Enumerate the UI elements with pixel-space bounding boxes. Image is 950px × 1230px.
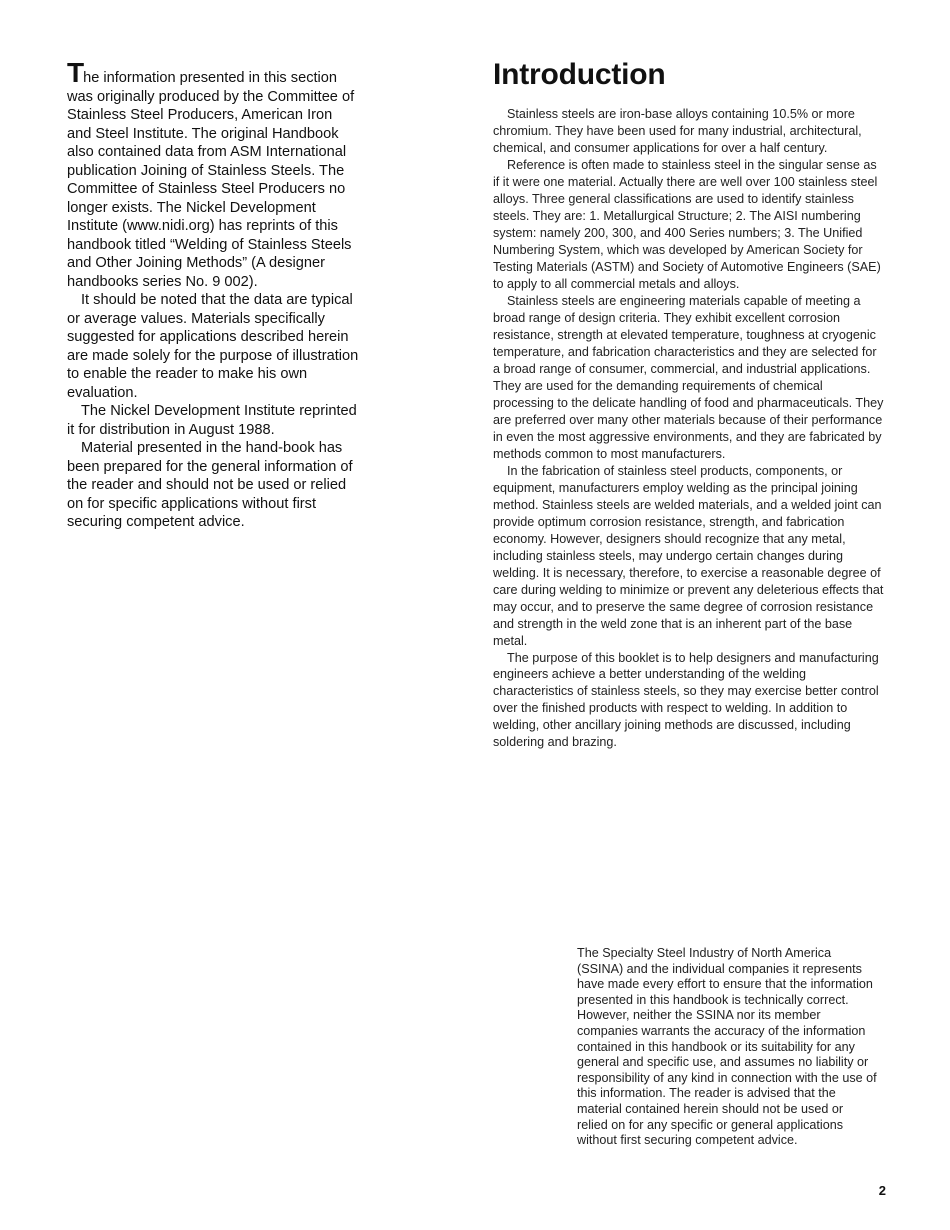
disclaimer-box <box>577 946 877 1149</box>
sidebar-paragraph-3: The Nickel Development Institute reprinted it for distribution in August 1988. <box>67 403 357 438</box>
introduction-body <box>493 106 885 751</box>
intro-paragraph-4: In the fabrication of stainless steel products, components, or equipment, manufacturers employ welding as the principal joining method. Stainless steels are welded materials, and a welded joint can provide optimum corrosion resistance, strength, and fabrication economy. However, designers should recognize that any metal, including stainless steels, may undergo certain changes during welding. It is necessary, therefore, to exercise a reasonable degree of care during welding to minimize or prevent any deleterious effects that may occur, and to preserve the same degree of corrosion resistance and strength in the weld zone that is an inherent part of the base metal. <box>493 463 884 648</box>
page-number: 2 <box>878 1183 886 1198</box>
sidebar-paragraph-2: It should be noted that the data are typical or average values. Materials specifically suggested for applications described herein are made solely for the purpose of illustration to enable the reader to make his own evaluation. <box>67 292 359 401</box>
intro-paragraph-5: The purpose of this booklet is to help designers and manufacturing engineers achieve a better understanding of the welding characteristics of stainless steels, so they may exercise better control over the finished products with respect to welding. In addition to welding, other ancillary joining methods are discussed, including soldering and brazing. <box>493 650 879 750</box>
sidebar-note <box>67 57 359 532</box>
sidebar-paragraph-1 <box>67 57 359 291</box>
introduction-title: Introduction <box>493 58 666 91</box>
sidebar-paragraph-1-text: he information presented in this section was originally produced by the Committee of Stainless Steel Producers, American Iron and Steel Institute. The original Handbook also contained data from ASM International publication Joining of Stainless Steels. The Committee of Stainless Steel Producers no longer exists. The Nickel Development Institute (www.nidi.org) has reprints of this handbook titled “Welding of Stainless Steels and Other Joining Methods” (A designer handbooks series No. 9 002). <box>67 70 355 290</box>
introduction-section <box>493 57 885 751</box>
disclaimer-text: The Specialty Steel Industry of North America (SSINA) and the individual companies it represents have made every effort to ensure that the information presented in this handbook is technically correct. However, neither the SSINA nor its member companies warrants the accuracy of the information contained in this handbook or its suitability for any general and specific use, and assumes no liability or responsibility of any kind in connection with the use of this information. The reader is advised that the material contained herein should not be used or relied on for any specific or general applications without first securing competent advice. <box>577 946 877 1148</box>
intro-paragraph-2: Reference is often made to stainless steel in the singular sense as if it were one material. Actually there are well over 100 stainless steel alloys. Three general classifications are used to identify stainless steels. They are: 1. Metallurgical Structure; 2. The AISI numbering system: namely 200, 300, and 400 Series numbers; 3. The Unified Numbering System, which was developed by American Society for Testing Materials (ASTM) and Society of Automotive Engineers (SAE) to apply to all commercial metals and alloys. <box>493 157 881 291</box>
drop-cap: T <box>67 57 85 88</box>
intro-paragraph-1: Stainless steels are iron-base alloys containing 10.5% or more chromium. They have been used for many industrial, architectural, chemical, and consumer applications for over a half century. <box>493 107 862 155</box>
intro-paragraph-3: Stainless steels are engineering materials capable of meeting a broad range of design criteria. They exhibit excellent corrosion resistance, strength at elevated temperature, toughness at cryogenic temperature, and fabrication characteristics and they are selected for a broad range of consumer, commercial, and industrial applications. They are used for the demanding requirements of chemical processing to the delicate handling of food and pharmaceuticals. They are preferred over many other materials because of their performance in even the most aggressive environments, and they are fabricated by methods common to most manufacturers. <box>493 293 884 461</box>
sidebar-paragraph-4: Material presented in the hand-book has been prepared for the general information of the reader and should not be used or relied on for specific applications without first securing competent advice. <box>67 440 353 530</box>
